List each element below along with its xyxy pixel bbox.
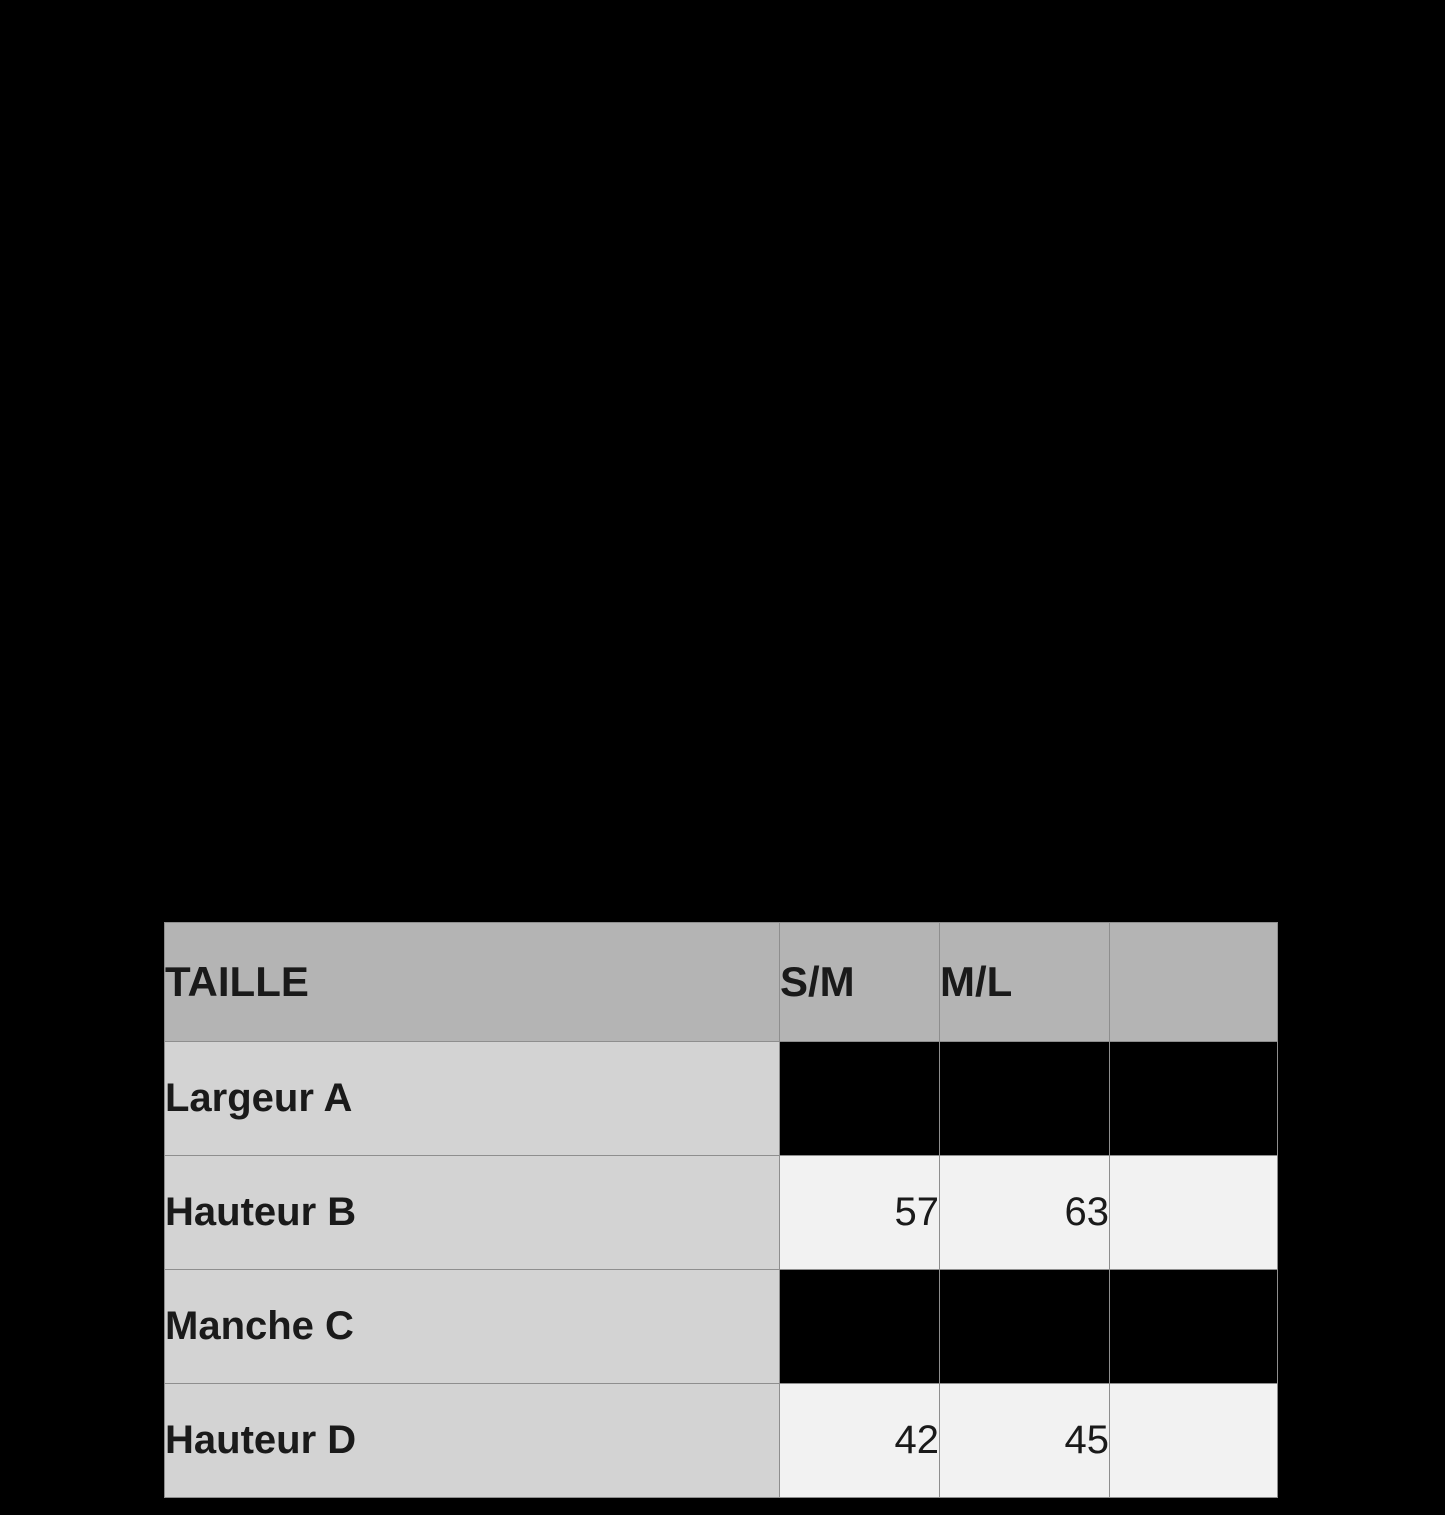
size-chart-table	[164, 922, 1278, 1498]
column-header-ml: M/L	[940, 923, 1110, 1042]
table-row	[165, 1042, 1278, 1156]
cell-manche-c-blank	[1110, 1270, 1278, 1384]
cell-hauteur-d-sm: 42	[780, 1384, 940, 1498]
cell-largeur-a-ml	[940, 1042, 1110, 1156]
column-header-blank	[1110, 923, 1278, 1042]
cell-hauteur-b-blank	[1110, 1156, 1278, 1270]
table-row	[165, 1270, 1278, 1384]
cell-largeur-a-blank	[1110, 1042, 1278, 1156]
table-row	[165, 1156, 1278, 1270]
column-header-sm: S/M	[780, 923, 940, 1042]
row-label-manche-c: Manche C	[165, 1270, 780, 1384]
cell-largeur-a-sm	[780, 1042, 940, 1156]
cell-hauteur-b-sm: 57	[780, 1156, 940, 1270]
table-header-row	[165, 923, 1278, 1042]
row-label-hauteur-d: Hauteur D	[165, 1384, 780, 1498]
cell-hauteur-d-blank	[1110, 1384, 1278, 1498]
row-label-hauteur-b: Hauteur B	[165, 1156, 780, 1270]
cell-manche-c-sm	[780, 1270, 940, 1384]
cell-hauteur-d-ml: 45	[940, 1384, 1110, 1498]
cell-manche-c-ml	[940, 1270, 1110, 1384]
cell-hauteur-b-ml: 63	[940, 1156, 1110, 1270]
row-label-largeur-a: Largeur A	[165, 1042, 780, 1156]
column-header-taille: TAILLE	[165, 923, 780, 1042]
table-row	[165, 1384, 1278, 1498]
